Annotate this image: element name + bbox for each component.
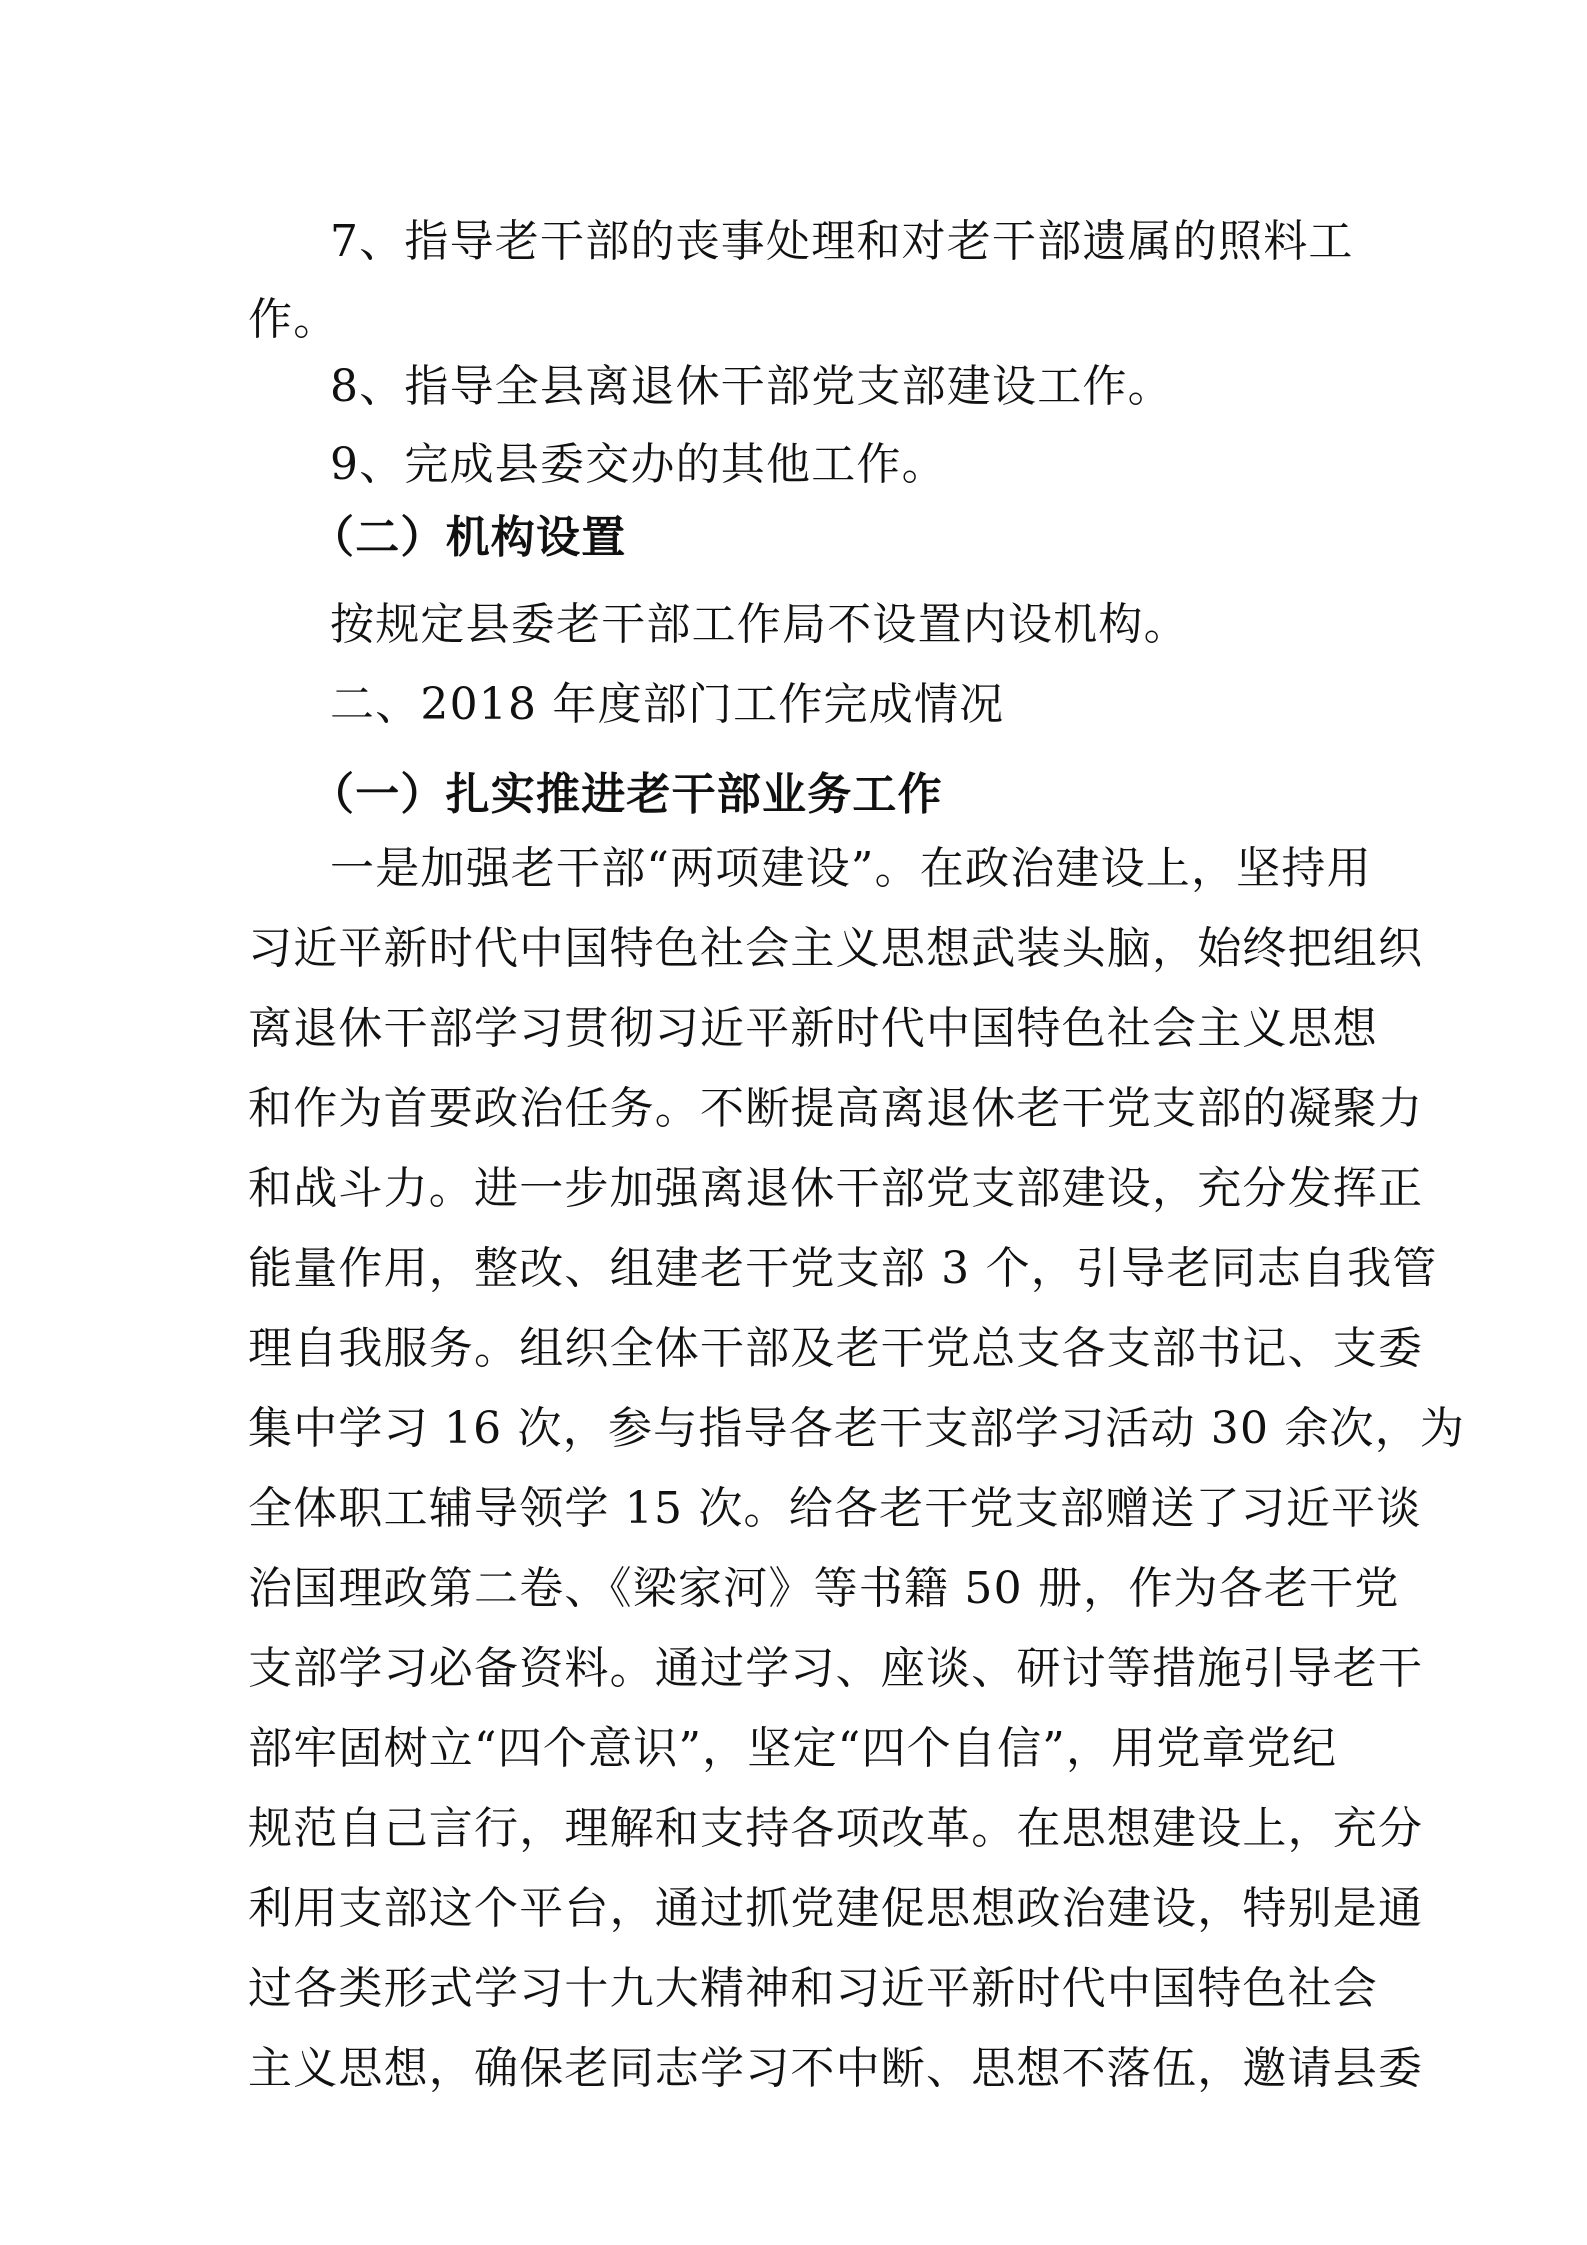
subsection-heading-work: （一）扎实推进老干部业务工作 [310, 769, 943, 820]
section-heading-organization: （二）机构设置 [310, 512, 627, 563]
list-item-7: 7、指导老干部的丧事处理和对老干部遗属的照料工 [330, 216, 1354, 267]
paragraph-line: 和作为首要政治任务。不断提高离退休老干党支部的凝聚力 [248, 1083, 1424, 1134]
paragraph-line: 治国理政第二卷、《梁家河》等书籍 50 册，作为各老干党 [248, 1563, 1400, 1614]
section-heading-2018: 二、2018 年度部门工作完成情况 [330, 679, 1005, 730]
paragraph-line: 主义思想，确保老同志学习不中断、思想不落伍，邀请县委 [248, 2043, 1424, 2094]
paragraph-line: 集中学习 16 次，参与指导各老干支部学习活动 30 余次，为 [248, 1403, 1466, 1454]
paragraph-line: 规范自己言行，理解和支持各项改革。在思想建设上，充分 [248, 1803, 1424, 1854]
paragraph-organization: 按规定县委老干部工作局不设置内设机构。 [330, 599, 1189, 650]
list-item-7-continued: 作。 [248, 294, 339, 345]
paragraph-line: 和战斗力。进一步加强离退休干部党支部建设，充分发挥正 [248, 1163, 1424, 1214]
list-item-8: 8、指导全县离退休干部党支部建设工作。 [330, 361, 1173, 412]
paragraph-line: 理自我服务。组织全体干部及老干党总支各支部书记、支委 [248, 1323, 1424, 1374]
paragraph-line: 利用支部这个平台，通过抓党建促思想政治建设，特别是通 [248, 1883, 1424, 1934]
paragraph-line: 一是加强老干部“两项建设”。在政治建设上，坚持用 [330, 843, 1372, 894]
paragraph-line: 部牢固树立“四个意识”，坚定“四个自信”，用党章党纪 [248, 1723, 1338, 1774]
paragraph-line: 习近平新时代中国特色社会主义思想武装头脑，始终把组织 [248, 923, 1424, 974]
list-item-9: 9、完成县委交办的其他工作。 [330, 439, 947, 490]
paragraph-line: 支部学习必备资料。通过学习、座谈、研讨等措施引导老干 [248, 1643, 1424, 1694]
paragraph-line: 全体职工辅导领学 15 次。给各老干党支部赠送了习近平谈 [248, 1483, 1422, 1534]
paragraph-line: 能量作用，整改、组建老干党支部 3 个，引导老同志自我管 [248, 1243, 1438, 1294]
paragraph-line: 离退休干部学习贯彻习近平新时代中国特色社会主义思想 [248, 1003, 1378, 1054]
paragraph-line: 过各类形式学习十九大精神和习近平新时代中国特色社会 [248, 1963, 1378, 2014]
